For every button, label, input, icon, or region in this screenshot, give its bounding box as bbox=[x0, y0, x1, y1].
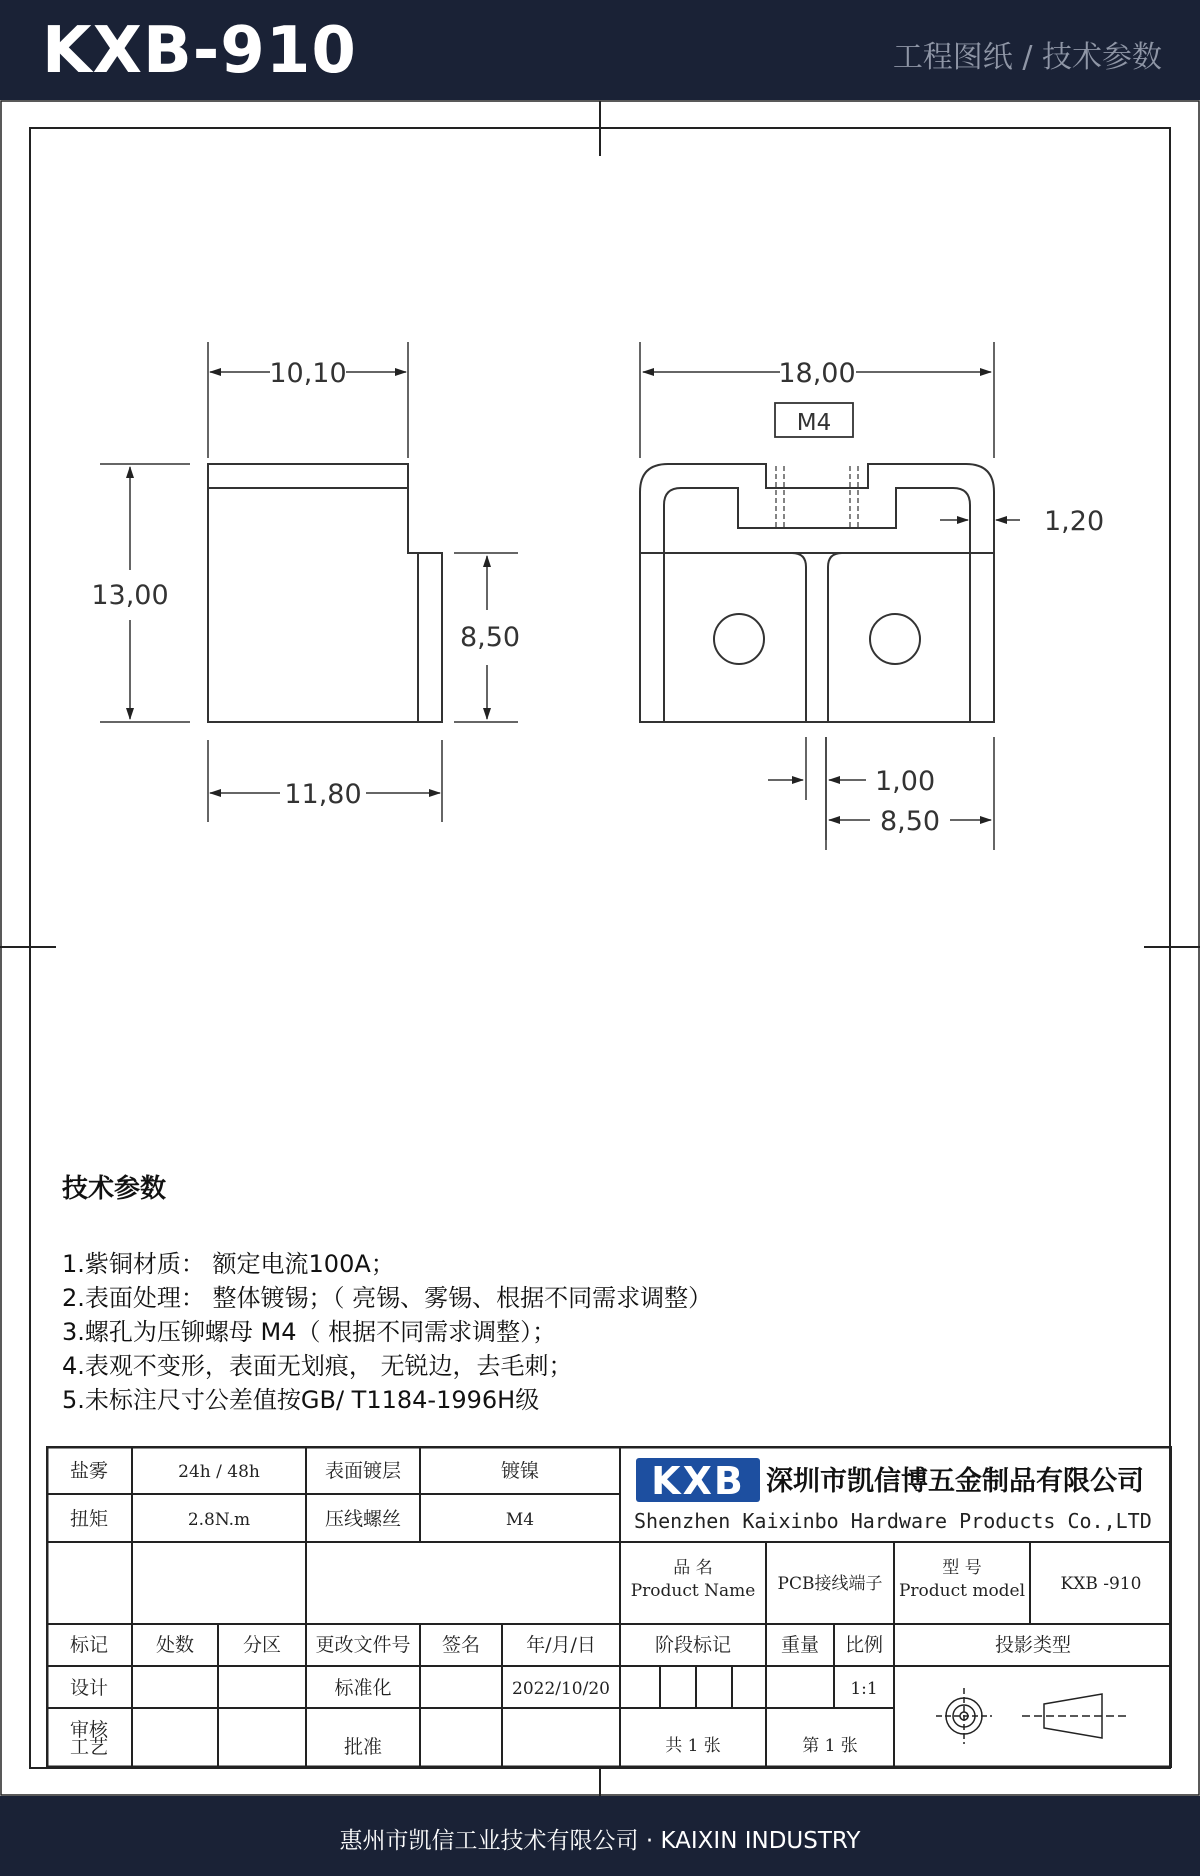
note-item: 5.未标注尺寸公差值按GB/ T1184-1996H级 bbox=[62, 1386, 540, 1414]
footer-bar bbox=[0, 1796, 1200, 1876]
col-change-doc: 更改文件号 bbox=[315, 1634, 411, 1656]
dim-side-step-height: 8,50 bbox=[459, 622, 521, 653]
torque-value: 2.8N.m bbox=[187, 1510, 251, 1530]
front-view-hole-left bbox=[714, 614, 764, 664]
salt-spray-label: 盐雾 bbox=[69, 1460, 109, 1482]
technical-notes bbox=[62, 1168, 712, 1417]
row-process: 工艺 bbox=[69, 1736, 108, 1758]
crimp-screw-value: M4 bbox=[505, 1510, 535, 1530]
dim-gap: 1,00 bbox=[875, 766, 936, 797]
model-cn: 型 号 bbox=[942, 1558, 982, 1578]
col-count: 处数 bbox=[155, 1634, 195, 1656]
note-item: 1.紫铜材质： 额定电流100A； bbox=[62, 1250, 395, 1278]
plating-label: 表面镀层 bbox=[324, 1460, 402, 1482]
front-view-outer-outline bbox=[640, 464, 994, 722]
col-zone: 分区 bbox=[242, 1634, 282, 1656]
sheet-number: 第 1 张 bbox=[802, 1736, 858, 1756]
thread-label: M4 bbox=[796, 410, 832, 436]
col-weight: 重量 bbox=[780, 1634, 820, 1656]
col-mark: 标记 bbox=[69, 1634, 109, 1656]
dim-thickness: 1,20 bbox=[1044, 506, 1105, 537]
row-design: 设计 bbox=[69, 1677, 109, 1699]
front-view-hole-right bbox=[870, 614, 920, 664]
note-item: 2.表面处理： 整体镀锡；（ 亮锡、雾锡、根据不同需求调整） bbox=[62, 1284, 713, 1312]
front-view-inner-bend bbox=[664, 488, 970, 722]
model-value: KXB -910 bbox=[1060, 1574, 1142, 1594]
total-sheets: 共 1 张 bbox=[665, 1736, 721, 1756]
company-name-en: Shenzhen Kaixinbo Hardware Products Co.,LTD bbox=[634, 1509, 1152, 1533]
side-view-outline bbox=[208, 464, 442, 722]
col-sign: 签名 bbox=[441, 1634, 481, 1656]
torque-label: 扭矩 bbox=[69, 1508, 109, 1530]
date-value: 2022/10/20 bbox=[512, 1679, 610, 1699]
front-view-left-tab bbox=[664, 553, 806, 722]
company-logo-text: KXB bbox=[651, 1459, 745, 1503]
drawing-sheet bbox=[0, 100, 1200, 1796]
note-item: 3.螺孔为压铆螺母 M4（ 根据不同需求调整）； bbox=[62, 1318, 557, 1346]
dim-front-width: 18,00 bbox=[778, 358, 856, 389]
product-name-en: Product Name bbox=[630, 1581, 756, 1601]
notes-title: 技术参数 bbox=[62, 1174, 167, 1204]
scale-value: 1:1 bbox=[850, 1679, 878, 1699]
row-review: 审核 bbox=[69, 1719, 109, 1741]
header-bar bbox=[0, 0, 1200, 100]
col-scale: 比例 bbox=[844, 1634, 884, 1656]
product-name-cn: 品 名 bbox=[673, 1558, 713, 1578]
crimp-screw-label: 压线螺丝 bbox=[324, 1508, 402, 1530]
row-approve: 批准 bbox=[343, 1736, 382, 1758]
plating-value: 镀镍 bbox=[500, 1460, 540, 1482]
model-title: KXB-910 bbox=[42, 14, 357, 88]
company-name-cn: 深圳市凯信博五金制品有限公司 bbox=[766, 1466, 1144, 1497]
dim-side-height: 13,00 bbox=[91, 580, 169, 611]
col-projection: 投影类型 bbox=[994, 1634, 1072, 1656]
salt-spray-value: 24h / 48h bbox=[178, 1462, 260, 1482]
projection-symbol-icon bbox=[936, 1688, 1128, 1744]
header-subtitle: 工程图纸 / 技术参数 bbox=[892, 40, 1162, 75]
col-date: 年/月/日 bbox=[526, 1634, 596, 1656]
dim-half-width: 8,50 bbox=[879, 806, 941, 837]
title-block bbox=[46, 1446, 1172, 1768]
note-item: 4.表观不变形，表面无划痕， 无锐边，去毛刺； bbox=[62, 1352, 573, 1380]
dim-side-width-bottom: 11,80 bbox=[284, 779, 362, 810]
col-stage: 阶段标记 bbox=[654, 1634, 732, 1656]
front-view-right-tab bbox=[828, 553, 970, 722]
footer-company: 惠州市凯信工业技术有限公司 · KAIXIN INDUSTRY bbox=[339, 1828, 861, 1854]
dim-side-width-top: 10,10 bbox=[269, 358, 347, 389]
model-en: Product model bbox=[898, 1581, 1026, 1601]
row-standard: 标准化 bbox=[334, 1677, 392, 1699]
product-name-value: PCB接线端子 bbox=[777, 1574, 883, 1594]
